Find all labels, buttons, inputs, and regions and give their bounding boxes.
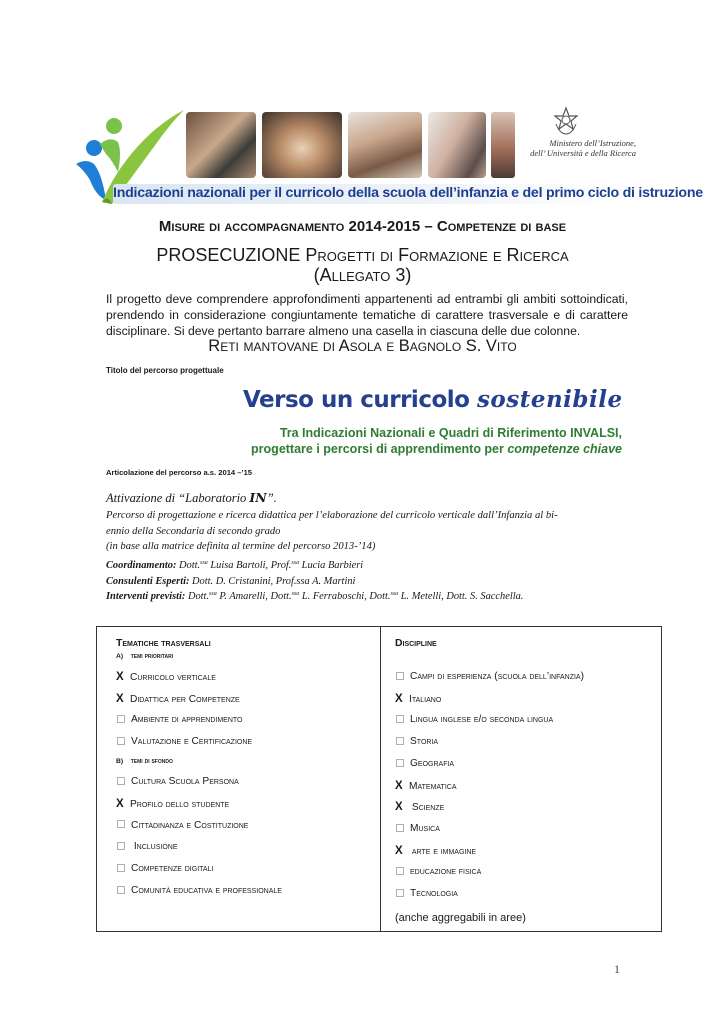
photo-classroom-circle	[262, 112, 342, 178]
banner-title: Indicazioni nazionali per il curricolo della scuola dell’infanzia e del primo ciclo di istruzione	[113, 185, 703, 201]
right-column-heading: Discipline	[395, 638, 437, 649]
checkbox-empty-icon[interactable]	[117, 820, 125, 828]
checkbox-empty-icon[interactable]	[396, 715, 404, 723]
consultants-label: Consulenti Esperti:	[106, 575, 190, 587]
theme-background-label: Inclusione	[131, 841, 178, 853]
discipline-label: Italiano	[409, 693, 442, 705]
checkbox-empty-icon[interactable]	[117, 777, 125, 785]
roles-block	[106, 558, 666, 605]
discipline-label: Campi di esperienza (scuola dell’infanzia)	[410, 671, 584, 682]
coordination-label: Coordinamento:	[106, 560, 177, 571]
coord-sup-1: ssa	[200, 560, 208, 566]
discipline-label: Tecnologia	[410, 888, 458, 899]
checkbox-empty-icon[interactable]	[396, 867, 404, 875]
discipline-label: Storia	[410, 736, 439, 748]
checkbox-empty-icon[interactable]	[117, 715, 125, 723]
discipline-row	[395, 693, 441, 705]
checkbox-empty-icon[interactable]	[117, 737, 125, 745]
interventions-label: Interventi previsti:	[106, 591, 186, 602]
consultants-line	[106, 574, 666, 590]
discipline-label: Geografia	[410, 757, 455, 769]
checked-mark[interactable]: X	[395, 844, 403, 857]
checkbox-empty-icon[interactable]	[396, 759, 404, 767]
theme-background-label: Competenze digitali	[131, 863, 214, 875]
int-text-c: L. Ferraboschi, Dott.	[299, 591, 391, 602]
ministry-line-1: Ministero dell’Istruzione,	[549, 138, 636, 148]
course-subtitle-2a: progettare i percorsi di apprendimento per	[251, 442, 508, 456]
theme-background-label: Cultura Scuola Persona	[131, 776, 239, 787]
networks-heading: Reti mantovane di Asola e Bagnolo S. Vito	[208, 337, 517, 355]
discipline-label: arte e immagine	[409, 845, 477, 857]
int-sup-2: ssa	[291, 591, 300, 597]
ministry-name	[526, 138, 636, 158]
left-column-heading: Tematiche trasversali	[116, 638, 211, 649]
page-number: 1	[614, 962, 620, 976]
theme-background-row	[116, 820, 248, 831]
intro-paragraph: Il progetto deve comprendere approfondimenti appartenenti ad entrambi gli ambiti sottoindicati, prendendo in considerazione congiuntamente tematiche di carattere trasversale e di carattere disciplinare. Si deve pertanto barrare almeno una casella in ciascuna delle due colonne.	[106, 292, 628, 338]
theme-priority-label: Ambiente di apprendimento	[131, 714, 243, 726]
int-text-d: L. Metelli, Dott. S. Sacchella.	[398, 591, 524, 602]
checked-mark[interactable]: X	[116, 671, 124, 683]
disciplines-footer: (anche aggregabili in aree)	[395, 912, 526, 924]
group-a-label: temi prioritari	[130, 653, 174, 660]
coordination-line	[106, 558, 666, 574]
checked-mark[interactable]: X	[116, 692, 124, 705]
checked-mark[interactable]: X	[116, 797, 124, 810]
discipline-row	[395, 866, 481, 877]
articolazione-label: Articolazione del percorso a.s. 2014 –’15	[106, 468, 253, 477]
theme-background-row	[116, 776, 239, 787]
republic-emblem-icon	[553, 106, 579, 136]
discipline-row	[395, 736, 438, 747]
theme-priority-row	[116, 714, 243, 725]
checkbox-empty-icon[interactable]	[396, 672, 404, 680]
discipline-row	[395, 714, 553, 725]
course-title-main: Verso un curricolo	[243, 387, 477, 413]
checkbox-empty-icon[interactable]	[117, 864, 125, 872]
checkbox-empty-icon[interactable]	[396, 889, 404, 897]
theme-background-label: Profilo dello studente	[130, 798, 230, 810]
checkbox-empty-icon[interactable]	[117, 886, 125, 894]
lab-description	[106, 508, 626, 555]
theme-priority-row	[116, 671, 216, 683]
coord-text-c: Lucia Barbieri	[299, 560, 364, 571]
group-a-heading	[116, 653, 173, 660]
coord-sup-2: ssa	[291, 560, 300, 566]
course-subtitle-1: Tra Indicazioni Nazionali e Quadri di Riferimento INVALSI,	[279, 426, 622, 440]
theme-background-row	[116, 885, 282, 896]
checkbox-empty-icon[interactable]	[117, 842, 125, 850]
discipline-row	[395, 801, 444, 813]
group-a-letter: A)	[116, 653, 124, 660]
discipline-label: Lingua inglese e/o seconda lingua	[410, 714, 554, 726]
theme-priority-label: Valutazione e Certificazione	[131, 736, 253, 748]
discipline-row	[395, 780, 457, 792]
discipline-row	[395, 888, 458, 899]
theme-background-label: Comunità educativa e professionale	[131, 885, 282, 896]
ministry-line-2: dell’ Università e della Ricerca	[530, 148, 636, 158]
int-text-b: P. Amarelli, Dott.	[216, 591, 292, 602]
discipline-row	[395, 823, 440, 834]
theme-background-row	[116, 863, 213, 874]
theme-background-row	[116, 798, 229, 810]
course-title	[243, 386, 623, 413]
int-sup-1: ssa	[209, 591, 217, 597]
lab-suffix: ”.	[266, 491, 277, 505]
checked-mark[interactable]: X	[395, 801, 403, 814]
lab-desc-line-1: Percorso di progettazione e ricerca didattica per l’elaborazione del curricolo verticale dall’Infanzia al bi-	[106, 510, 558, 521]
group-b-letter: B)	[116, 758, 124, 765]
table-column-divider	[380, 626, 381, 932]
photo-children-tablet	[186, 112, 256, 178]
theme-priority-label: Didattica per Competenze	[130, 693, 240, 705]
course-title-decorative: sostenibile	[476, 386, 623, 413]
lab-desc-line-3: (in base alla matrice definita al termine del percorso 2013-’14)	[106, 541, 376, 553]
discipline-label: Matematica	[409, 780, 457, 792]
discipline-row	[395, 845, 476, 857]
checked-mark[interactable]: X	[395, 692, 403, 705]
document-heading: Misure di accompagnamento 2014-2015 – Competenze di base	[158, 218, 567, 235]
group-b-label: temi di sfondo	[130, 758, 173, 765]
discipline-row	[395, 671, 584, 682]
photo-girl-reading	[428, 112, 486, 178]
int-sup-3: ssa	[390, 591, 399, 597]
coord-text-b: Luisa Bartoli, Prof.	[207, 560, 292, 571]
consultants-text: Dott. D. Cristanini, Prof.ssa A. Martini	[189, 575, 356, 587]
document-subheading: PROSECUZIONE Progetti di Formazione e Ricerca	[156, 245, 569, 265]
theme-background-row	[116, 841, 178, 852]
checkbox-empty-icon[interactable]	[396, 824, 404, 832]
theme-priority-row	[116, 693, 240, 705]
coord-text-a: Dott.	[176, 560, 201, 571]
discipline-row	[395, 758, 454, 769]
discipline-label: educazione fisica	[410, 866, 482, 878]
discipline-label: Scienze	[409, 802, 445, 814]
discipline-label: Musica	[410, 822, 440, 834]
lab-prefix: Attivazione di “Laboratorio	[106, 491, 250, 505]
lab-mark: IN	[249, 490, 267, 505]
interventions-line	[106, 589, 666, 605]
group-b-heading	[116, 758, 173, 765]
lab-desc-line-2: ennio della Secondaria di secondo grado	[106, 525, 281, 537]
checkbox-empty-icon[interactable]	[396, 737, 404, 745]
lab-activation	[106, 490, 277, 506]
theme-background-label: Cittadinanza e Costituzione	[131, 819, 249, 831]
course-title-label: Titolo del percorso progettuale	[106, 366, 224, 375]
photo-students-desk	[348, 112, 422, 178]
course-subtitle-2b: competenze chiave	[507, 442, 622, 456]
theme-priority-label: Curricolo verticale	[130, 672, 216, 683]
annex-label: (Allegato 3)	[313, 265, 412, 285]
photo-child-portrait	[491, 112, 515, 178]
int-text-a: Dott.	[185, 591, 210, 602]
course-subtitle-2	[200, 442, 622, 456]
checked-mark[interactable]: X	[395, 779, 403, 792]
theme-priority-row	[116, 736, 252, 747]
